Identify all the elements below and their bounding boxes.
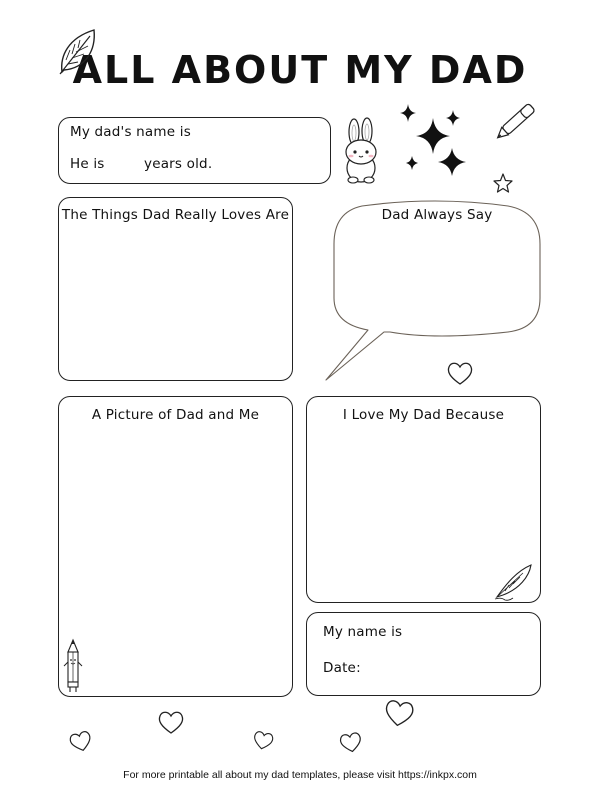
my-name-label: My name is: [323, 624, 403, 640]
star-icon: [492, 172, 514, 194]
picture-heading: A Picture of Dad and Me: [91, 407, 260, 423]
heart-icon: [69, 730, 93, 754]
quill-icon: [493, 563, 535, 601]
heart-icon: [252, 730, 274, 752]
my-name-box: [306, 612, 541, 696]
bunny-icon: [338, 116, 384, 186]
age-prefix-label: He is: [70, 156, 105, 172]
heart-icon: [157, 710, 185, 736]
dad-loves-box: [58, 197, 293, 381]
date-label: Date:: [323, 660, 361, 676]
pen-icon: [490, 97, 538, 149]
dad-loves-heading: The Things Dad Really Loves Are: [61, 207, 290, 223]
pencil-character-icon: [62, 638, 84, 694]
love-because-box: [306, 396, 541, 603]
age-suffix-label: years old.: [144, 156, 213, 172]
dad-name-label: My dad's name is: [70, 124, 191, 140]
page-title: ALL ABOUT MY DAD: [72, 48, 528, 92]
dad-name-box: [58, 117, 331, 184]
love-because-heading: I Love My Dad Because: [342, 407, 505, 423]
leaf-icon: [56, 26, 100, 76]
heart-icon: [339, 731, 363, 755]
picture-box: [58, 396, 293, 697]
sparkles-icon: [396, 102, 470, 188]
footer-text: For more printable all about my dad templates, please visit https://inkpx.com: [123, 769, 477, 781]
speech-bubble: [322, 198, 548, 384]
dad-says-heading: Dad Always Say: [381, 207, 493, 223]
heart-icon: [383, 698, 415, 730]
heart-icon: [446, 361, 474, 387]
